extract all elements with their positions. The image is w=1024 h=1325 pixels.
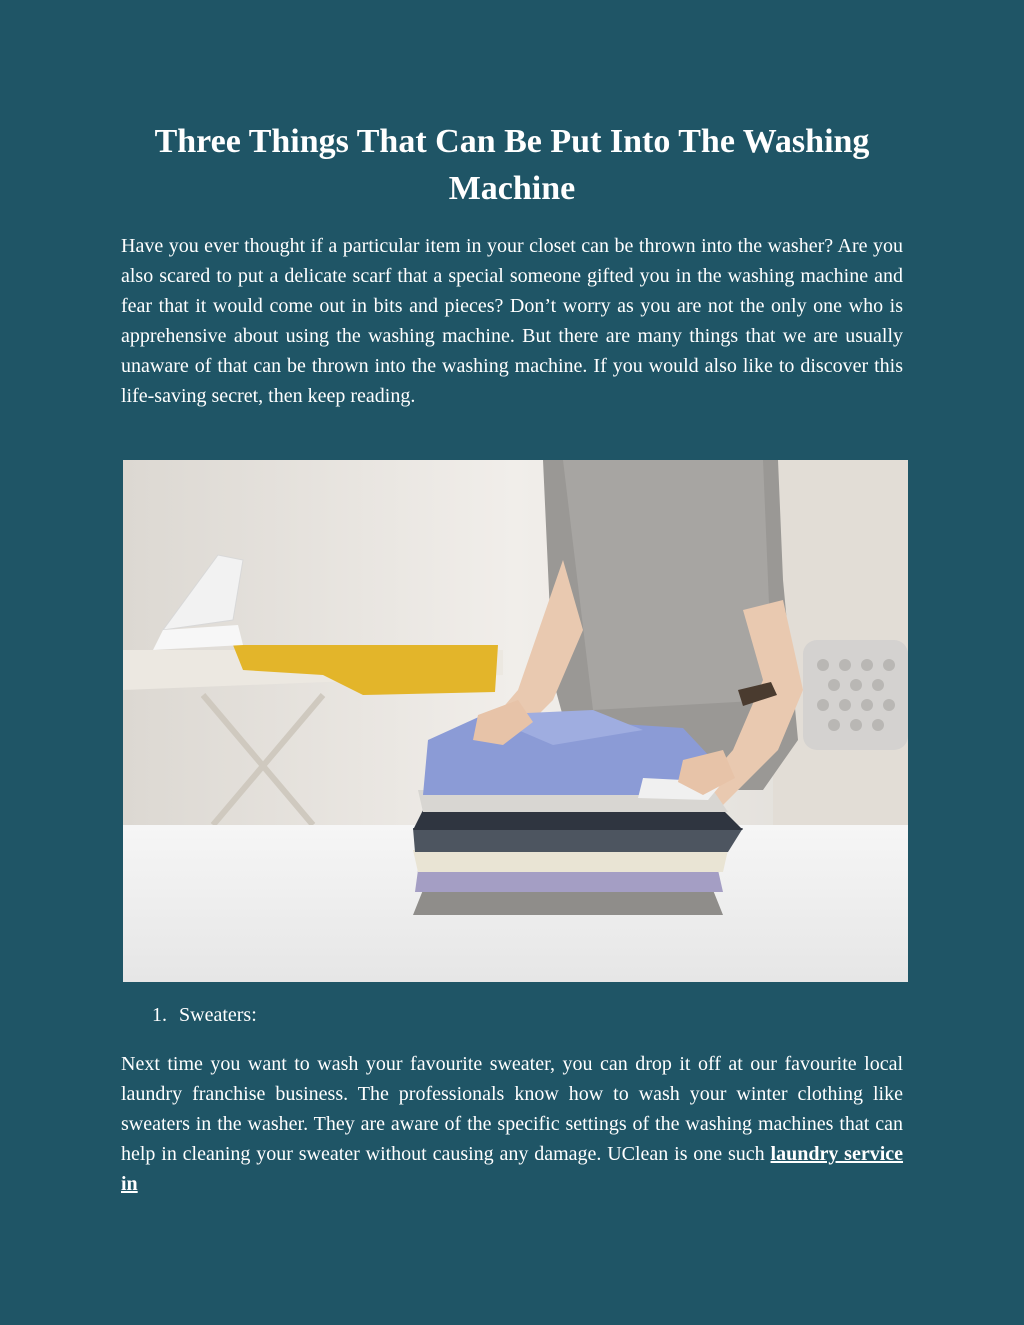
sweaters-paragraph — [121, 1049, 903, 1199]
folding-clothes-photo — [123, 460, 908, 982]
list-item-sweaters — [152, 1001, 257, 1029]
sweaters-text: Next time you want to wash your favourite sweater, you can drop it off at our favourite local laundry franchise business. The professionals know how to wash your winter clothing like sweaters in the washer. They are aware of the specific settings of the washing machines that can help in cleaning your sweater without causing any damage. UClean is one such — [121, 1053, 903, 1165]
laundry-service-link[interactable]: laundry service in — [121, 1143, 904, 1195]
photo-illustration — [123, 460, 908, 982]
intro-paragraph: Have you ever thought if a particular item in your closet can be thrown into the washer? Are you also scared to put a delicate scarf that a special someone gifted you in the washing machine and fear that it would come out in bits and pieces? Don’t worry as you are not the only one who is apprehensive about using the washing machine. But there are many things that we are usually unaware of that can be thrown into the washing machine. If you would also like to discover this life-saving secret, then keep reading. — [121, 235, 903, 407]
list-label: Sweaters: — [179, 1004, 257, 1026]
document-title: Three Things That Can Be Put Into The Washing Machine — [154, 123, 870, 207]
shirt-stack — [413, 710, 743, 915]
list-number: 1. — [152, 1004, 167, 1026]
